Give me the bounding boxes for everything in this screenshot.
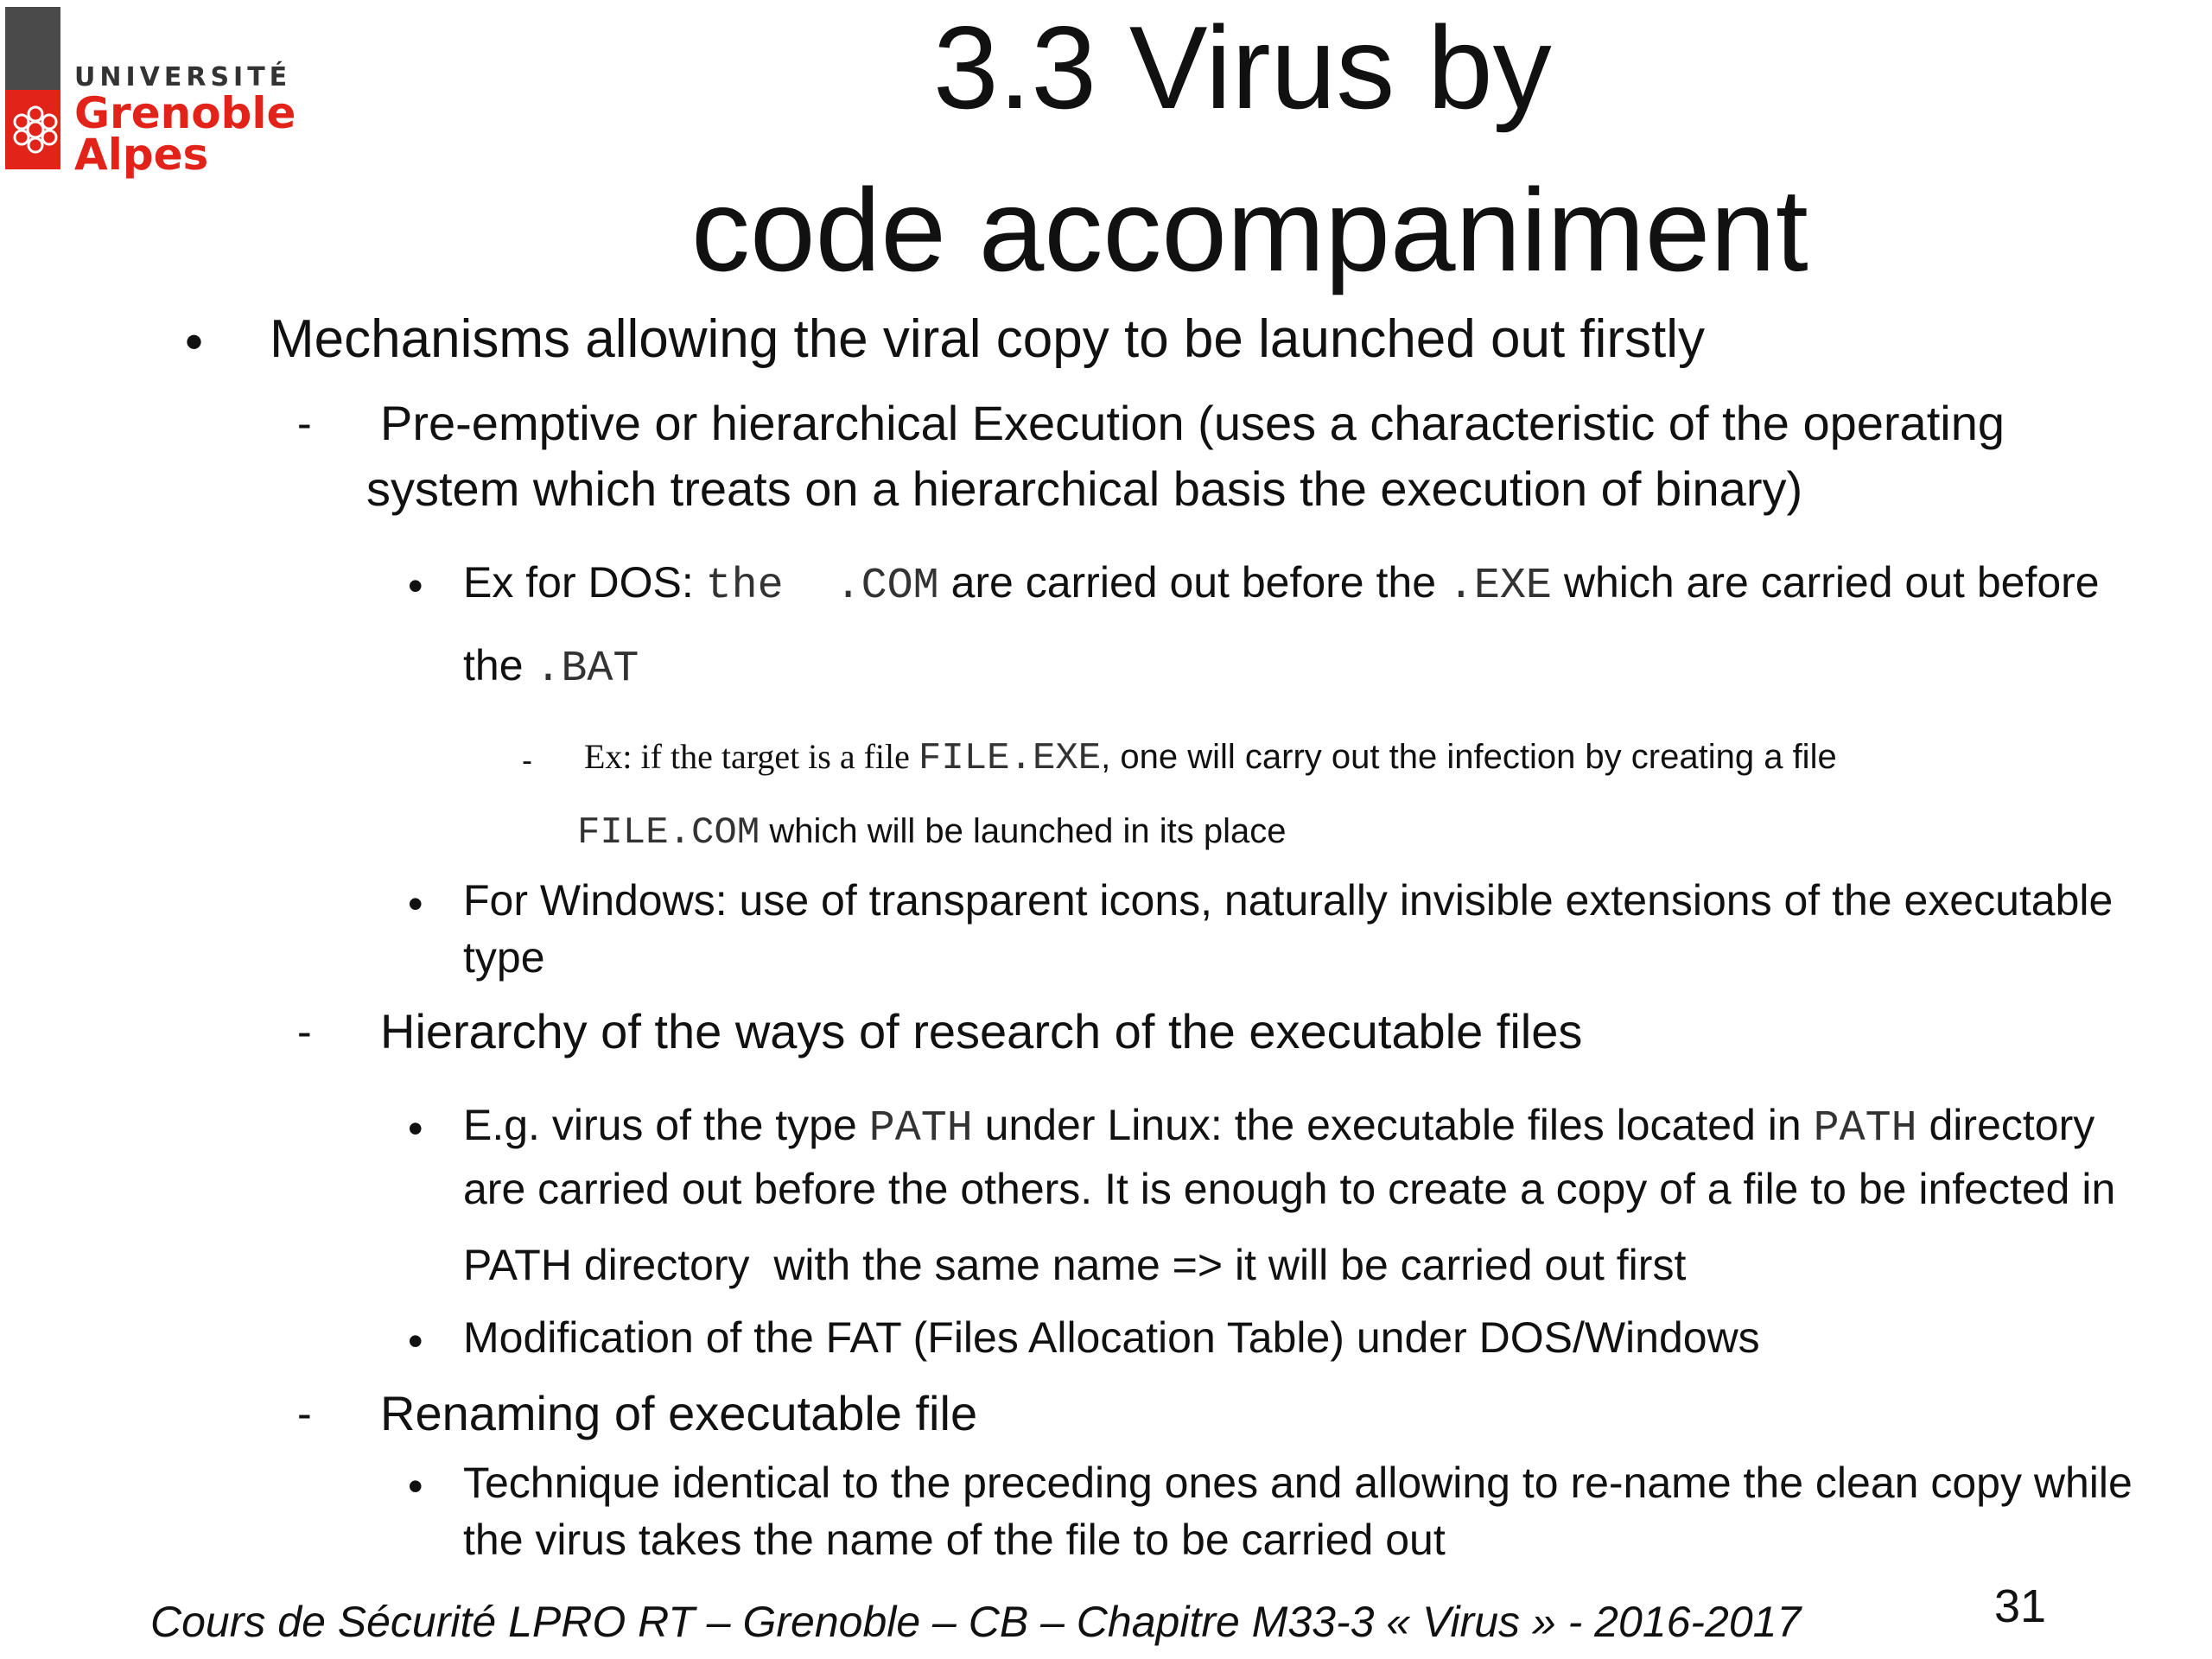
logo-grey-block [5, 7, 60, 90]
bullet-marker: • [185, 313, 204, 371]
dash-hierarchy: Hierarchy of the ways of research of the executable files [380, 1004, 1583, 1058]
bullet-fat: Modification of the FAT (Files Allocation Table) under DOS/Windows [463, 1313, 1760, 1362]
slide-footer: Cours de Sécurité LPRO RT – Grenoble – CB – Chapitre M33-3 « Virus » - 2016-2017 [150, 1598, 1802, 1646]
bullet-technique-line1: Technique identical to the preceding ones and allowing to re-name the clean copy while [463, 1459, 2133, 1507]
dash-ex-line2 [577, 810, 1286, 856]
ex-text-b: , one will carry out the infection by creating a file [1101, 738, 1837, 776]
dash-marker: - [297, 1389, 312, 1438]
bullet-path-line2: are carried out before the others. It is enough to create a copy of a file to be infected in [463, 1165, 2116, 1213]
dash-renaming: Renaming of executable file [380, 1386, 978, 1440]
logo-grenoble-text: Grenoble [74, 88, 296, 138]
dash-ex-line1 [584, 736, 1837, 782]
dos-text-b: are carried out before the [938, 558, 1448, 607]
dash-marker: - [297, 399, 312, 448]
dos2-code-bat: .BAT [535, 645, 639, 694]
dash-marker: - [297, 1007, 312, 1056]
slide-title-line1: 3.3 Virus by [933, 2, 1552, 133]
bullet-technique-line2: the virus takes the name of the file to be carried out [463, 1516, 1446, 1564]
dos-text-c: which are carried out before [1551, 558, 2100, 607]
page-number: 31 [1994, 1580, 2047, 1632]
dash-preemptive-line1: Pre-emptive or hierarchical Execution (uses a characteristic of the operating [380, 396, 2005, 450]
dos-code-exe: .EXE [1447, 562, 1552, 611]
bullet-dos-line1 [463, 556, 2100, 613]
bullet-marker: • [408, 1462, 423, 1510]
ex-code-fileexe: FILE.EXE [918, 737, 1102, 780]
bullet-marker: • [408, 1104, 423, 1153]
bullet-marker: • [408, 880, 423, 928]
dash-marker: - [522, 742, 532, 778]
bullet-marker: • [408, 1317, 423, 1365]
dos2-text-a: the [463, 641, 536, 690]
dos-text-a: Ex for DOS: [463, 558, 706, 607]
path-text-c: directory [1916, 1101, 2095, 1149]
university-logo [5, 7, 296, 180]
slide-title-line2: code accompaniment [691, 164, 1808, 296]
path-code-2: PATH [1813, 1104, 1917, 1154]
ex2-code-filecom: FILE.COM [577, 811, 760, 855]
bullet-path-line1 [463, 1099, 2094, 1155]
logo-alpes-text: Alpes [74, 130, 209, 180]
logo-universite-text: UNIVERSITÉ [74, 62, 292, 92]
bullet-path-line3: PATH directory with the same name => it will be carried out first [463, 1241, 1687, 1289]
path-text-b: under Linux: the executable files located in [972, 1101, 1814, 1149]
bullet-windows-line2: type [463, 933, 545, 982]
ex2-text-b: which will be launched in its place [760, 812, 1287, 850]
dash-preemptive-line2: system which treats on a hierarchical basis the execution of binary) [366, 461, 1803, 516]
logo-flower-icon [12, 97, 59, 162]
path-code-1: PATH [868, 1104, 973, 1154]
bullet-dos-line2 [463, 639, 639, 696]
dos-code-com: the .COM [705, 562, 939, 611]
bullet-mechanisms: Mechanisms allowing the viral copy to be launched out firstly [270, 309, 1706, 369]
path-text-a: E.g. virus of the type [463, 1101, 869, 1149]
bullet-windows-line1: For Windows: use of transparent icons, naturally invisible extensions of the executable [463, 876, 2113, 925]
ex-text-a: Ex: if the target is a file [584, 737, 918, 776]
bullet-marker: • [408, 562, 423, 610]
